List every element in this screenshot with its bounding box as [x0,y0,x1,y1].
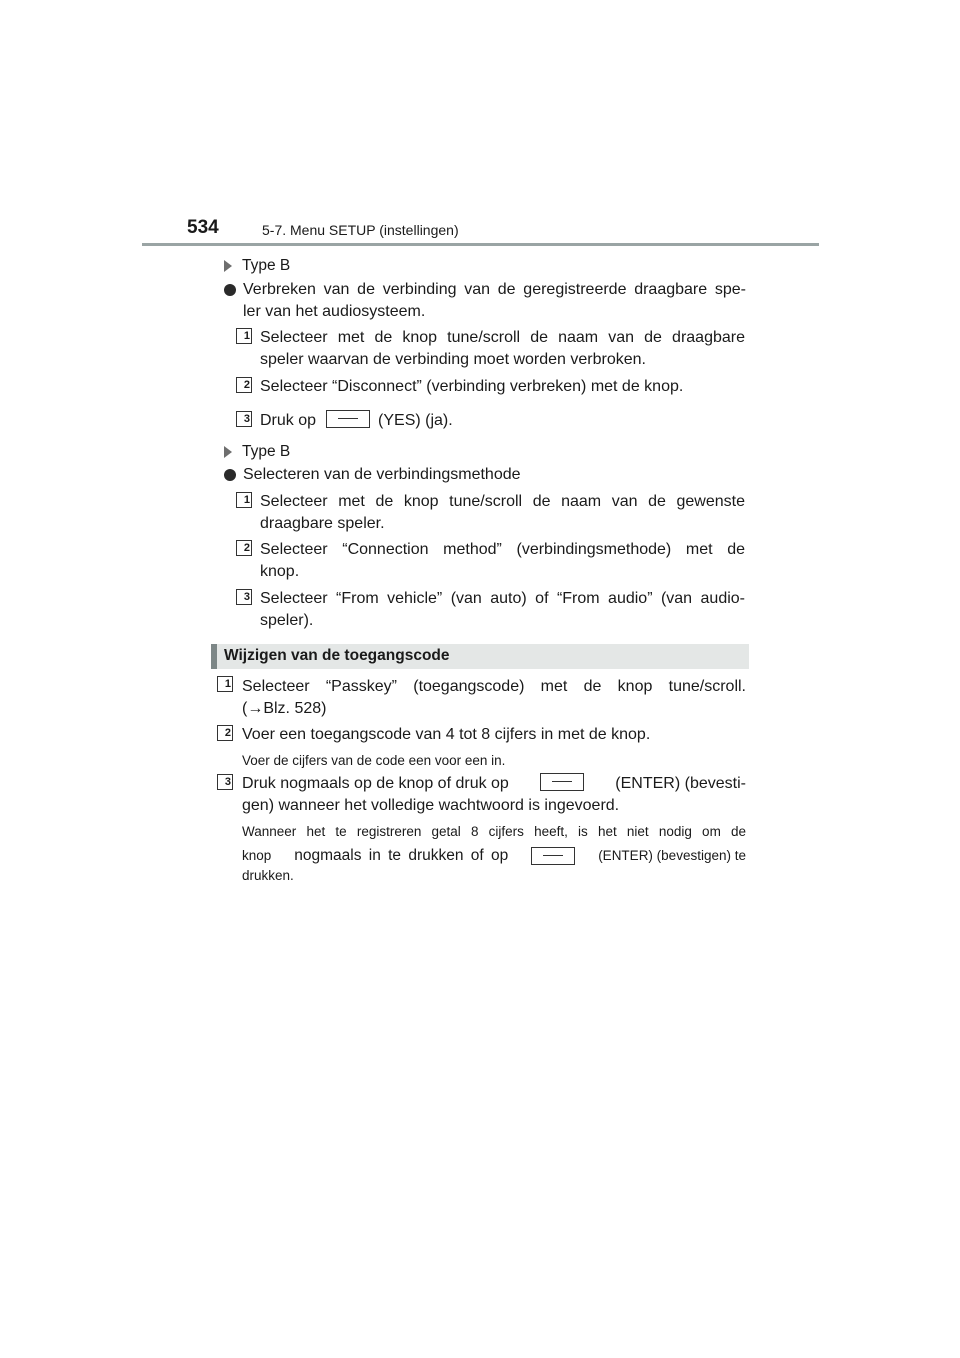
step-text: Selecteer “Passkey” (toegangscode) met de knop tune/scroll. [242,678,746,695]
step-number: 2 [236,540,252,556]
enter-button-icon [540,773,584,791]
step-number: 3 [217,774,233,790]
step-text: Selecteer “From vehicle” (van auto) of “From audio” (van audio- [260,590,745,607]
step-text: Selecteer met de knop tune/scroll de naam van de draagbare [260,329,745,346]
step-text: Selecteer “Connection method” (verbindingsmethode) met de [260,541,745,558]
enter-button-icon [531,847,575,865]
step-text: speler waarvan de verbinding moet worden verbroken. [260,351,646,368]
step-text: (→Blz. 528) [242,700,327,717]
step-number: 1 [217,676,233,692]
step-text: gen) wanneer het volledige wachtwoord is ingevoerd. [242,797,620,814]
step-text: draagbare speler. [260,515,385,532]
yes-button-icon [326,410,370,428]
subsection-heading: Wijzigen van de toegangscode [211,644,749,669]
step-number: 3 [236,589,252,605]
step-text: Selecteer “Disconnect” (verbinding verbreken) met de knop. [260,378,684,395]
step-number: 1 [236,328,252,344]
bullet-item: Selecteren van de verbindingsmethode [224,464,748,486]
triangle-icon [224,446,232,458]
step-number: 2 [217,725,233,741]
step-number: 3 [236,411,252,427]
step-text: Voer een toegangscode van 4 tot 8 cijfers in met de knop. [242,726,651,743]
bullet-icon [224,469,236,481]
step-text: speler). [260,612,314,629]
note-text: Wanneer het te registreren getal 8 cijfers heeft, is het niet nodig om de [242,824,746,839]
step-note: Voer de cijfers van de code een voor een in. [242,753,506,768]
step-number: 2 [236,377,252,393]
note-text: knop nogmaals in te drukken of op (ENTER) (bevestigen) te [242,847,746,864]
bullet-icon [224,284,236,296]
triangle-icon [224,260,232,272]
bullet-item: Verbreken van de verbinding van de geregistreerde draagbare spe- ler van het audiosysteem. [224,279,748,323]
note-text: drukken. [242,868,294,883]
section-title: 5-7. Menu SETUP (instellingen) [262,222,459,238]
step-text: knop. [260,563,300,580]
step-text: Selecteer met de knop tune/scroll de naam van de gewenste [260,493,745,510]
step-text: Druk op (YES) (ja). [260,412,453,429]
step-number: 1 [236,492,252,508]
step-text: Druk nogmaals op de knop of druk op (ENTER) (bevesti- [242,775,746,792]
heading-bar [211,644,217,669]
page-number: 534 [187,217,219,238]
header-divider [142,243,819,246]
